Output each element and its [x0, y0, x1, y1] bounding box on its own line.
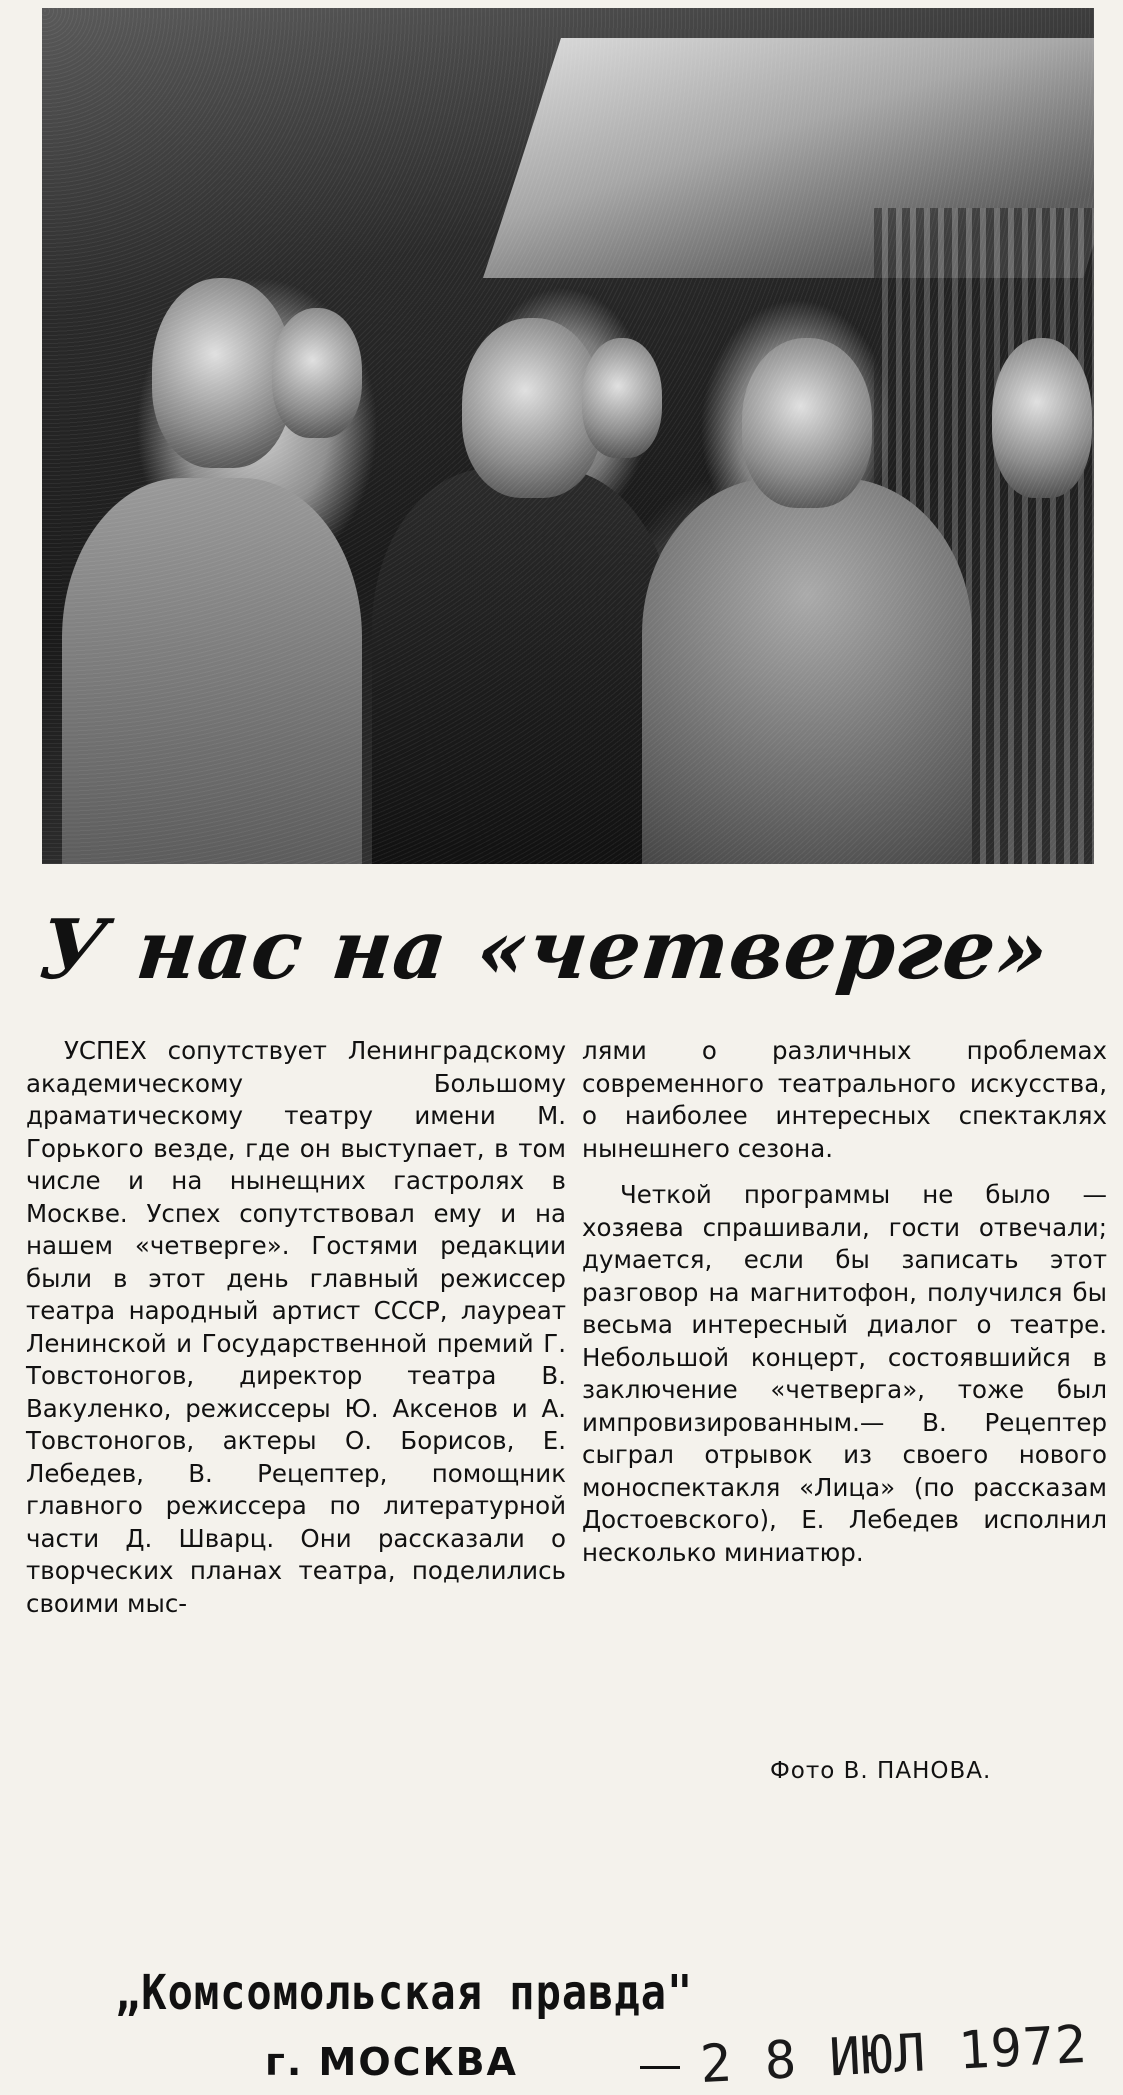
article-column-2	[582, 1035, 1107, 1569]
city-label: г. МОСКВА	[265, 2040, 518, 2084]
paragraph: лями о различных проблемах современного театрального искусства, о наиболее интересных спектаклях нынешнего сезона.	[582, 1036, 1107, 1163]
article-column-1	[26, 1035, 566, 1620]
article-headline: У нас на «четверге»	[34, 902, 1054, 998]
photo-grain	[42, 8, 1094, 864]
newspaper-masthead: „Комсомольская правда"	[115, 1964, 694, 2021]
date-stamp: 2 8 ИЮЛ 1972	[698, 2014, 1089, 2095]
photo-credit: Фото В. ПАНОВА.	[770, 1758, 992, 1784]
dash	[640, 2066, 680, 2069]
paragraph: УСПЕХ сопутствует Ленинградскому академическому Большому драматическому театру имени М. Горького везде, где он выступает, в том числе и на нынещних гастролях в Москве. Успех сопутствовал ему и на нашем «четверге». Гостями редакции были в этот день главный режиссер театра народный артист СССР, лауреат Ленинской и Государственной премий Г. Товстоногов, директор театра В. Вакуленко, режиссеры Ю. Аксенов и А. Товстоногов, актеры О. Борисов, Е. Лебедев, В. Рецептер, помощник главного режиссера по литературной части Д. Шварц. Они рассказали о творческих планах театра, поделились своими мыс-	[26, 1036, 566, 1618]
paragraph: Четкой программы не было — хозяева спрашивали, гости отвечали; думается, если бы записать этот разговор на магнитофон, получился бы весьма интересный диалог о театре. Небольшой концерт, состоявшийся в заключение «четверга», тоже был импровизированным.— В. Рецептер сыграл отрывок из своего нового моноспектакля «Лица» (по рассказам Достоевского), Е. Лебедев исполнил несколько миниатюр.	[582, 1180, 1107, 1567]
article-photo	[42, 8, 1094, 864]
